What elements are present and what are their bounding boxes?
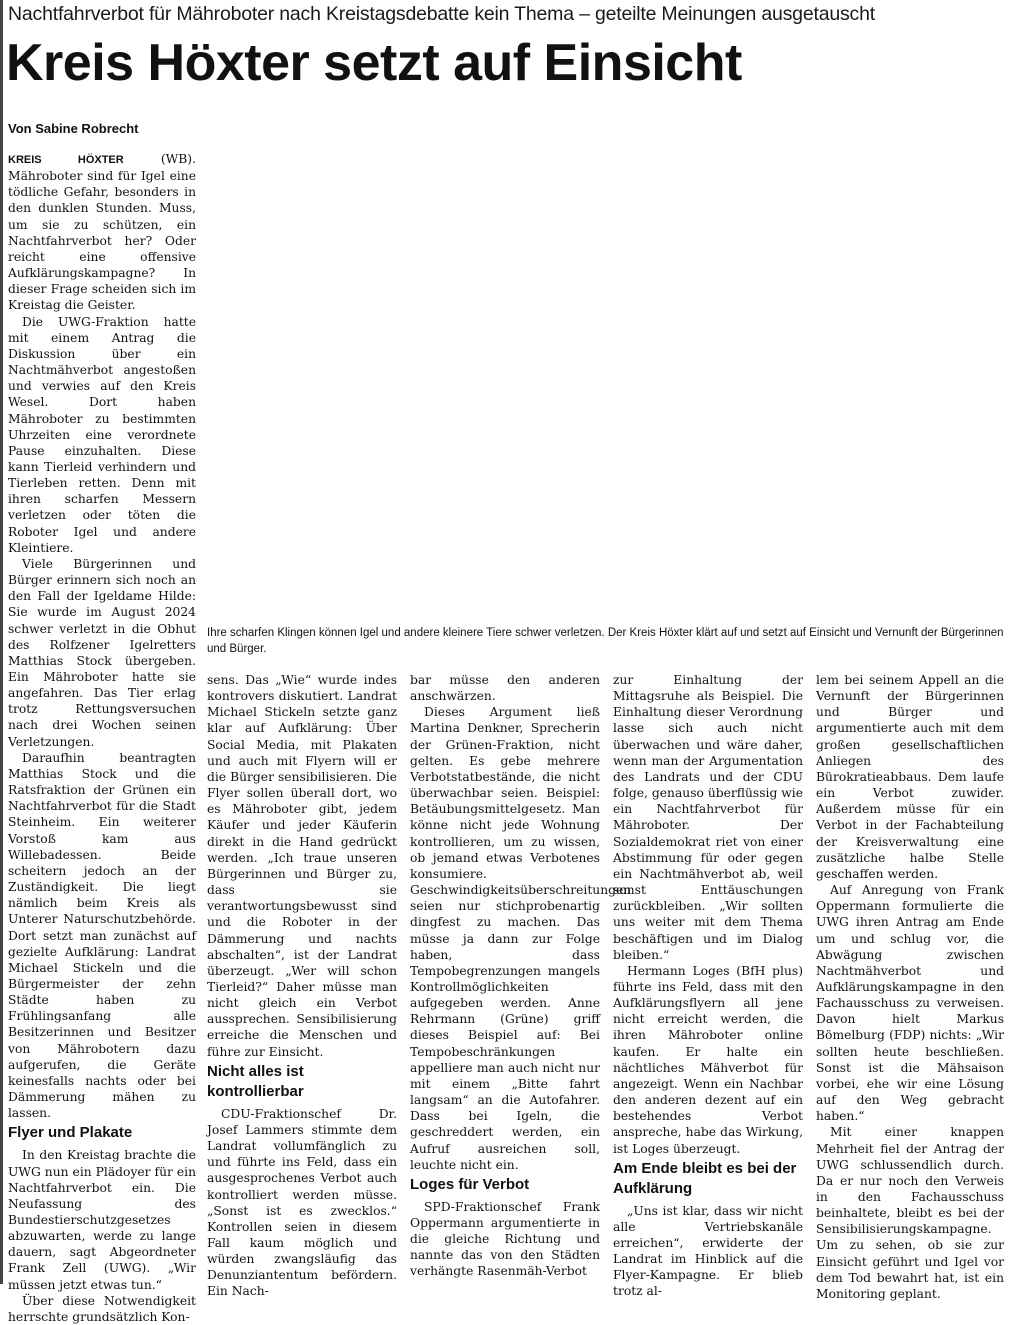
page-left-rule bbox=[0, 0, 3, 1284]
paragraph: Hermann Loges (BfH plus) führte ins Feld, dass mit den Aufklärungsflyern all jene nicht erreicht werden, die ihren Mähroboter online kaufen. Er halte ein nächtliches Mähverbot für angezeigt. Wenn ein Nachbar den anderen dezent auf ein bestehendes Verbot anspreche, habe das Wirkung, ist Loges überzeugt. bbox=[613, 963, 803, 1156]
paragraph: lem bei seinem Appell an die Vernunft der Bürgerinnen und Bürger und argumentierte auch mit dem großen gesellschaftlichen Anliegen des Bürokratieabbaus. Dem laufe ein Verbot zuwider. Außerdem müsse für ein Verbot in der Fachabteilung der Kreisverwaltung eine zusätzliche halbe Stelle geschaffen werden. bbox=[816, 673, 1004, 881]
text-column-2 bbox=[207, 672, 397, 1299]
text-column-1 bbox=[8, 151, 197, 1324]
paragraph: CDU-Fraktionschef Dr. Josef Lammers stimmte dem Landrat vollumfänglich zu und führte ins Feld, dass ein ausgesprochenes Verbot auch kontrolliert werden müsse. „Sonst ist es zwecklos.“ Kontrollen seien in diesem Fall kaum möglich und würden zwangsläufig das Denunziantentum befördern. Ein Nach- bbox=[207, 1106, 397, 1299]
paragraph: bar müsse den anderen anschwärzen. bbox=[410, 673, 600, 704]
article-kicker: Nachtfahrverbot für Mähroboter nach Kreistagsdebatte kein Thema – geteilte Meinungen ausgetauscht bbox=[8, 3, 875, 25]
paragraph: Daraufhin beantragten Matthias Stock und die Ratsfraktion der Grünen ein Nachtfahrverbot für die Stadt Steinheim. Ein weiterer Vorstoß kam aus Willebadessen. Beide scheitern jedoch an der Zuständigkeit. Die liegt nämlich beim Kreis als Unterer Naturschutzbehörde. Dort setzt man zunächst auf gezielte Aufklärung: Landrat Michael Stickeln und die Bürgermeister der zehn Städte haben zu Frühlingsanfang alle Besitzerinnen und Besitzer von Mährobotern dazu aufgerufen, die Geräte keinesfalls nachts oder bei Dämmerung mähen zu lassen. bbox=[8, 750, 196, 1121]
dateline: KREIS HÖXTER bbox=[8, 154, 124, 166]
subheading: Flyer und Plakate bbox=[8, 1124, 133, 1142]
paragraph: Über diese Notwendigkeit herrschte grundsätzlich Kon- bbox=[8, 1293, 196, 1324]
article-headline: Kreis Höxter setzt auf Einsicht bbox=[6, 34, 742, 92]
paragraph: zur Einhaltung der Mittagsruhe als Beispiel. Die Einhaltung dieser Verordnung lasse sich auch nicht überwachen und wäre daher, wenn man der Argumentation des Landrats und der CDU folge, genauso überflüssig wie ein Nachtfahrverbot für Mähroboter. Der Sozialdemokrat riet von einer Abstimmung für oder gegen ein Nachtmähverbot ab, weil sonst Enttäuschungen zurückbleiben. „Wir sollten uns weiter mit dem Thema beschäftigen und im Dialog bleiben.“ bbox=[613, 673, 803, 962]
paragraph: Mit einer knappen Mehrheit fiel der Antrag der UWG schlussendlich durch. Da er nur noch den Verweis in den Fachausschuss beinhaltete, bleibt es bei der Sensibilisierungskampagne. Um zu sehen, ob sie zur Einsicht geführt und Igel vor dem Tod bewahrt hat, ist ein Monitoring geplant. bbox=[816, 1125, 1004, 1301]
paragraph: Auf Anregung von Frank Oppermann formulierte die UWG ihren Antrag am Ende um und schlug vor, die Abwägung zwischen Nachtmähverbot und Aufklärungskampagne in den Fachausschuss zu verweisen. Davon hielt Markus Bömelburg (FDP) nichts: „Wir sollten heute beschließen. Sonst ist die Mähsaison vorbei, ehe wir eine Lösung auf den Weg gebracht haben.“ bbox=[816, 883, 1004, 1124]
article-byline: Von Sabine Robrecht bbox=[8, 121, 139, 136]
text-column-5 bbox=[816, 672, 1004, 1301]
text-column-3 bbox=[410, 672, 632, 1279]
paragraph: Dieses Argument ließ Martina Denkner, Sprecherin der Grünen-Fraktion, nicht gelten. Es gebe mehrere Verbotstatbestände, die nicht überwachbar seien. Beispiel: Betäubungsmittelgesetz. Man könne nicht jede Wohnung kontrollieren, um zu wissen, ob jemand etwas Verbotenes konsumiere. Geschwindigkeitsüberschreitungen seien nur stichprobenartig dingfest zu machen. Das müsse ja dann zur Folge haben, dass Tempobegrenzungen mangels Kontrollmöglichkeiten aufgegeben werden. Anne Rehrmann (Grüne) griff dieses Beispiel auf: Bei Tempobeschränkungen appelliere man auch nicht nur mit einem „Bitte fahrt langsam“ an die Autofahrer. Dass bei Igeln, die geschreddert werden, ein Aufruf ausreichen soll, leuchte nicht ein. bbox=[410, 705, 632, 1172]
subheading: Am Ende bleibt es bei der Aufklärung bbox=[613, 1159, 797, 1197]
subheading: Nicht alles ist kontrollierbar bbox=[207, 1062, 304, 1100]
paragraph bbox=[8, 151, 196, 314]
paragraph: SPD-Fraktionschef Frank Oppermann argumentierte in die gleiche Richtung und nannte das von den Städten verhängte Rasenmäh-Verbot bbox=[410, 1199, 600, 1279]
paragraph-text: (WB). Mähroboter sind für Igel eine tödliche Gefahr, besonders in den dunklen Stunden. Muss, um sie zu schützen, ein Nachtfahrverbot her? Oder reicht eine offensive Aufklärungskampagne? In dieser Frage scheiden sich im Kreistag die Geister. bbox=[8, 152, 197, 313]
text-column-4 bbox=[613, 672, 803, 1299]
paragraph: Die UWG-Fraktion hatte mit einem Antrag die Diskussion über ein Nachtmähverbot angestoßen und verwies auf den Kreis Wesel. Dort haben Mähroboter zu bestimmten Uhrzeiten eine verordnete Pause einzuhalten. Diese kann Tierleid verhindern und Tierleben retten. Denn mit ihren scharfen Messern verletzen oder töten die Roboter Igel und andere Kleintiere. bbox=[8, 314, 196, 555]
subheading: Loges für Verbot bbox=[410, 1175, 530, 1193]
paragraph: „Uns ist klar, dass wir nicht alle Vertriebskanäle erreichen“, erwiderte der Landrat im Hinblick auf die Flyer-Kampagne. Er blieb trotz al- bbox=[613, 1203, 803, 1299]
paragraph: In den Kreistag brachte die UWG nun ein Plädoyer für ein Nachtfahrverbot ein. Die Neufassung des Bundestierschutzgesetzes abzuwarten, werde zu lange dauern, sagt Abgeordneter Frank Zell (UWG). „Wir müssen jetzt etwas tun.“ bbox=[8, 1148, 196, 1292]
paragraph: Viele Bürgerinnen und Bürger erinnern sich noch an den Fall der Igeldame Hilde: Sie wurde im August 2024 schwer verletzt in die Obhut des Rolfzener Igelretters Matthias Stock übergeben. Ein Mähroboter hatte sie angefahren. Das Tier erlag trotz Rettungsversuchen nach drei Wochen seinen Verletzungen. bbox=[8, 556, 196, 749]
article-photo bbox=[205, 145, 1005, 620]
paragraph: sens. Das „Wie“ wurde indes kontrovers diskutiert. Landrat Michael Stickeln setzte ganz klar auf Aufklärung: Über Social Media, mit Plakaten und auch mit Flyern will er die Bürger sensibilisieren. Die Flyer sollen überall dort, wo es Mähroboter gibt, jedem Käufer und jeder Käuferin direkt in die Hand gedrückt werden. „Ich traue unseren Bürgerinnen und Bürger zu, dass sie verantwortungsbewusst sind und die Roboter in der Dämmerung und nachts abschalten“, ist der Landrat überzeugt. „Wer will schon Tierleid?“ Daher müsse man nicht gleich ein Verbot aussprechen. Sensibilisierung erreiche die Menschen und führe zur Einsicht. bbox=[207, 673, 397, 1059]
photo-caption: Ihre scharfen Klingen können Igel und andere kleinere Tiere schwer verletzen. Der Kreis Höxter klärt auf und setzt auf Einsicht und Vernunft der Bürgerinnen und Bürger. bbox=[207, 627, 1004, 655]
